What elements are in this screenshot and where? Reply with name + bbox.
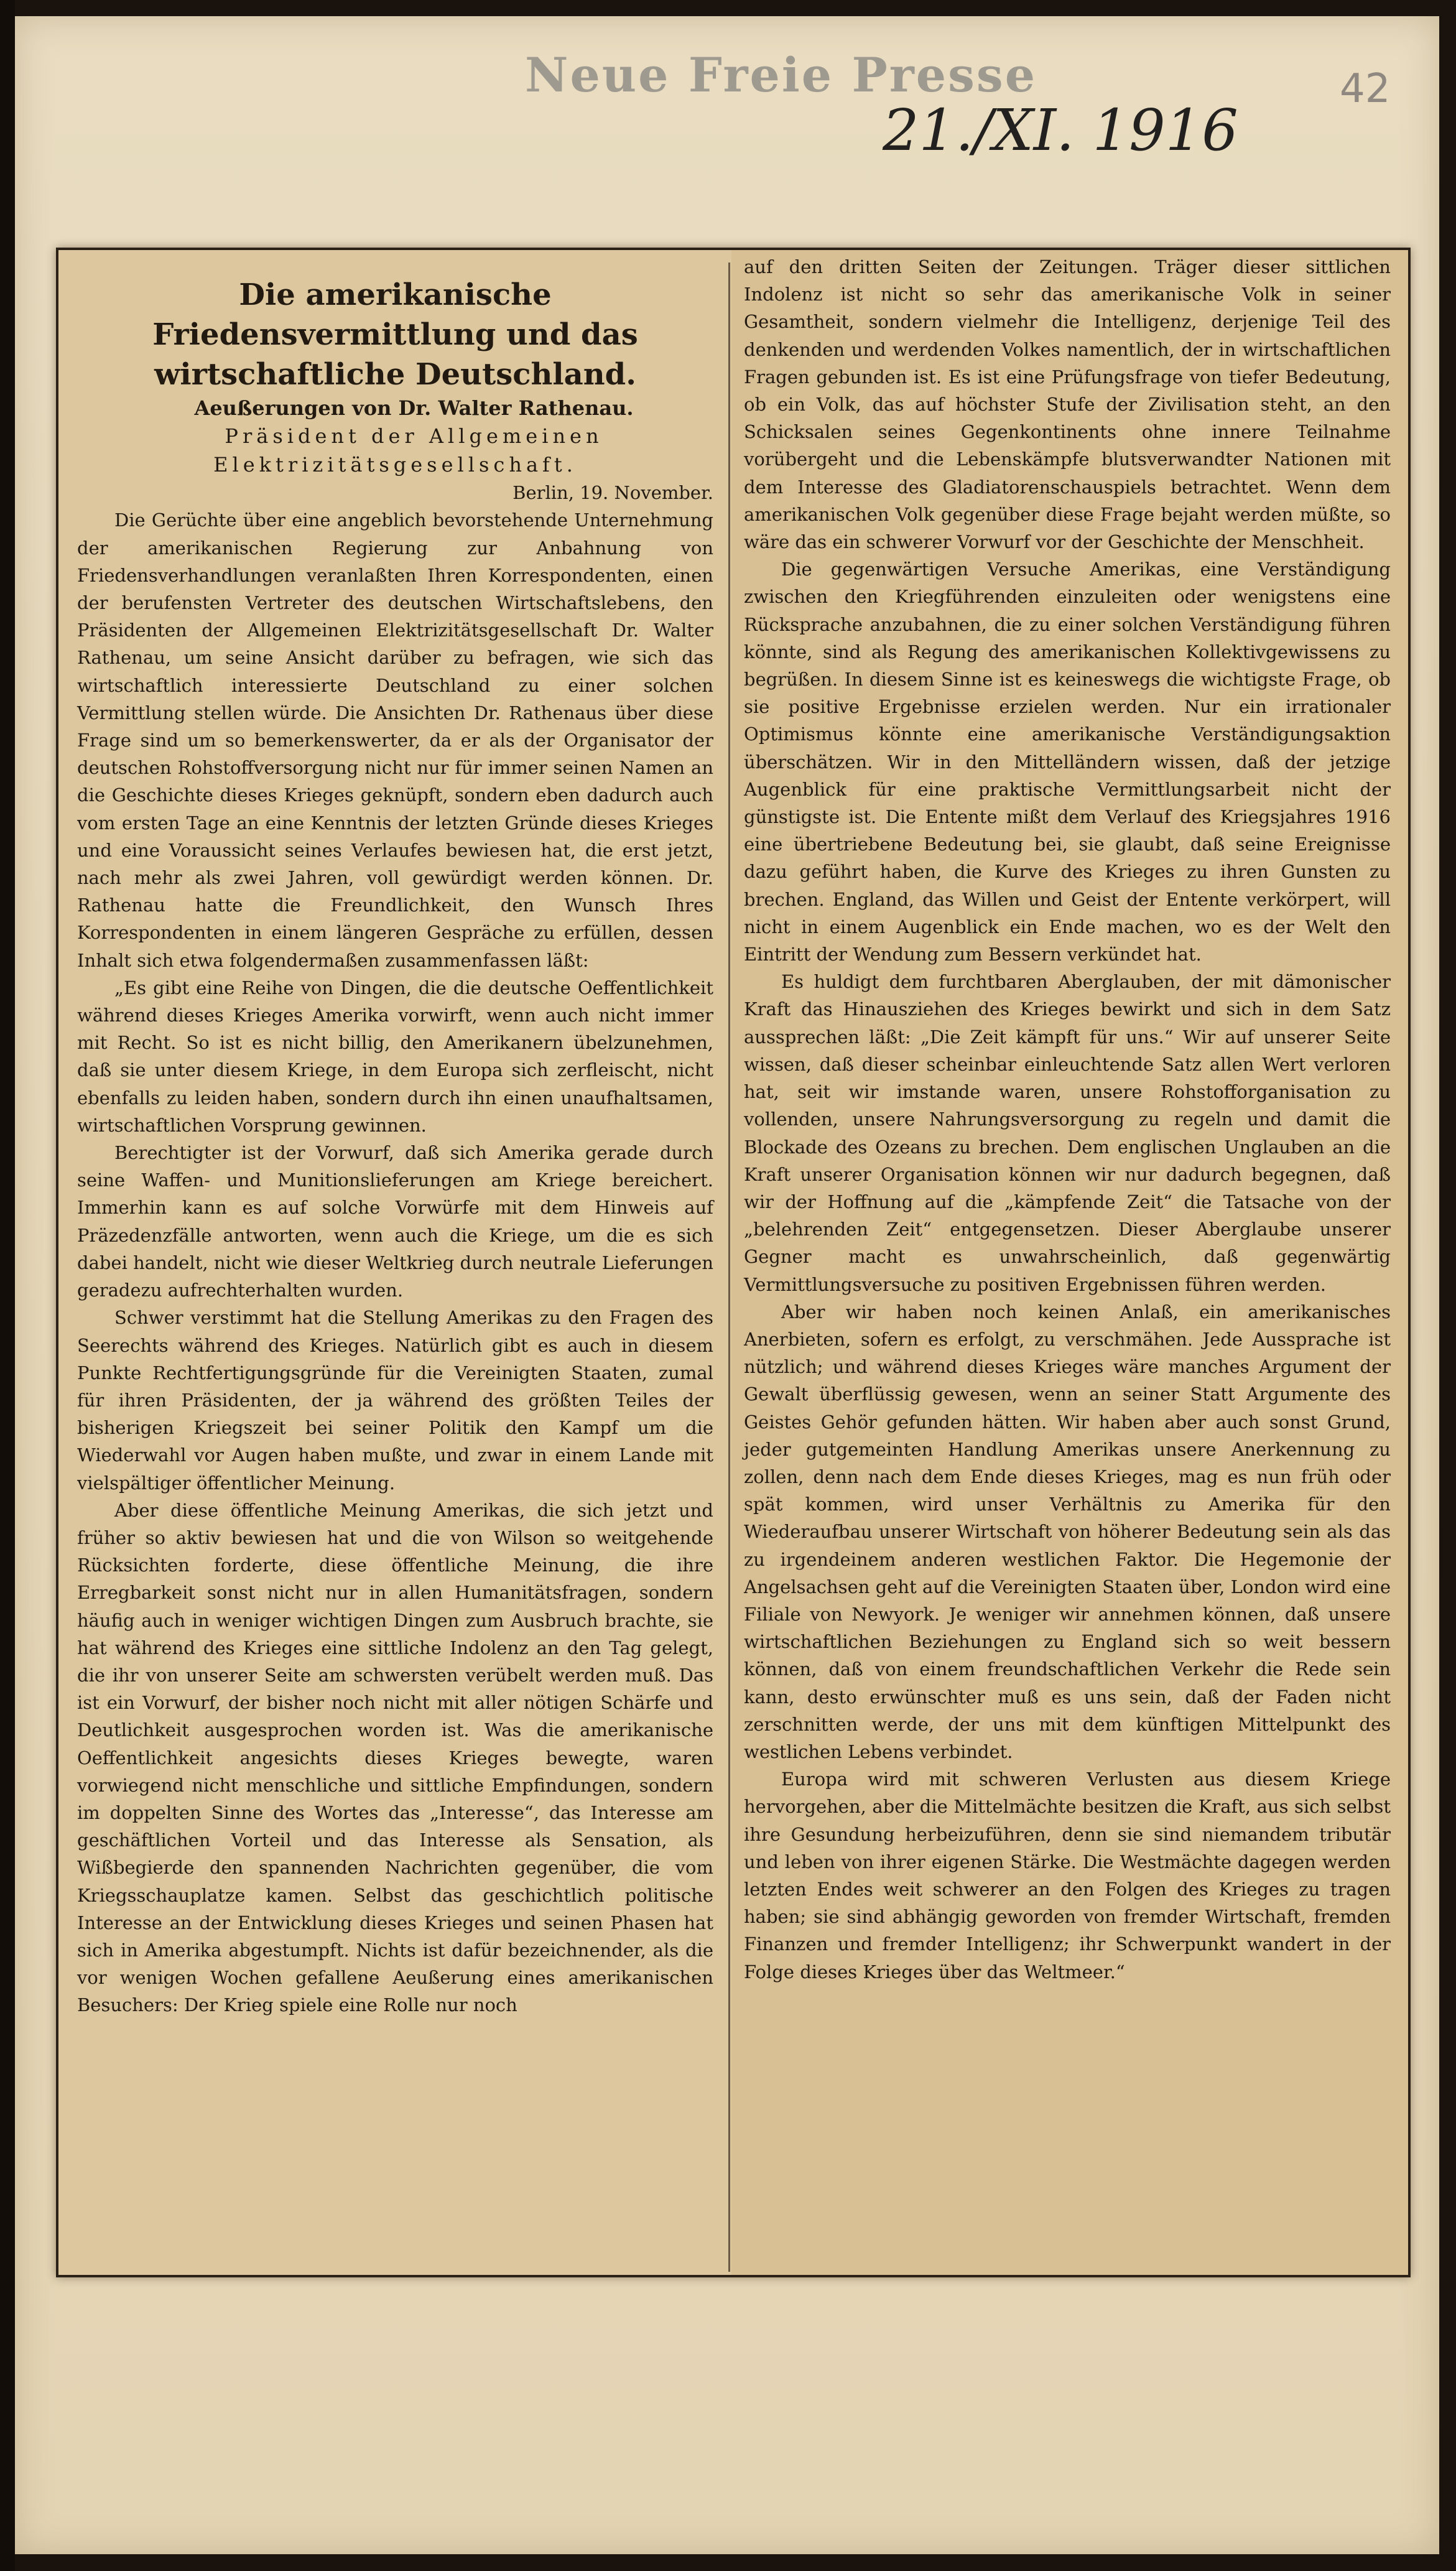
paragraph: Europa wird mit schweren Verlusten aus diesem Kriege hervorgehen, aber die Mittelmächte besitzen die Kraft, aus sich selbst ihre Gesundung herbeizuführen, denn sie sind niemandem tributär und leben von ihrer eigenen Stärke. Die Westmächte dagegen werden letzten Endes weit schwerer an den Folgen des Krieges zu tragen haben; sie sind abhängig geworden von fremder Wirtschaft, fremden Finanzen und fremder Intelligenz; ihr Schwerpunkt wandert in der Folge dieses Krieges über das Weltmeer.“ [744,1769,1391,1983]
dateline: Berlin, 19. November. [512,482,713,504]
scan-border [0,0,15,2571]
paragraph: Berechtigter ist der Vorwurf, daß sich Amerika gerade durch seine Waffen- und Munitionslieferungen am Kriege bereichert. Immerhin kann es auf solche Vorwürfe mit dem Hinweis auf Präzedenzfälle antworten, wenn auch die Kriege, um die es sich dabei handelt, nicht wie dieser Weltkrieg durch neutrale Lieferungen geradezu aufrechterhalten wurden. [77,1142,713,1301]
newspaper-clipping [56,248,1411,2277]
handwritten-date: 21./XI. 1916 [883,97,1238,164]
page-number: 42 [1340,66,1391,112]
paragraph: Es huldigt dem furchtbaren Aberglauben, der mit dämonischer Kraft das Hinausziehen des Krieges bewirkt und sich in dem Satz aussprechen läßt: „Die Zeit kämpft für uns.“ Wir auf unserer Seite wissen, daß dieser scheinbar einleuchtende Satz allen Wert verloren hat, seit wir imstande waren, unsere Rohstofforganisation zu vollenden, unsere Nahrungsversorgung zu regeln und damit die Blockade des Ozeans zu brechen. Dem englischen Unglauben an die Kraft unserer Organisation können wir nur dadurch begegnen, daß wir der Hoffnung auf die „kämpfende Zeit“ die Tatsache von der „belehrenden Zeit“ entgegensetzen. Dieser Aberglaube unserer Gegner macht es unwahrscheinlich, daß gegenwärtig Vermittlungsversuche zu positiven Ergebnissen führen werden. [744,971,1391,1295]
paragraph: Schwer verstimmt hat die Stellung Amerikas zu den Fragen des Seerechts während des Krieges. Natürlich gibt es auch in diesem Punkte Rechtfertigungsgründe für die Vereinigten Staaten, zumal für ihren Präsidenten, der ja während des größten Teiles der bisherigen Kriegszeit bei seiner Politik den Kampf um die Wiederwahl vor Augen haben mußte, und zwar in einem Lande mit vielspältiger öffentlicher Meinung. [77,1307,713,1494]
paragraph: „Es gibt eine Reihe von Dingen, die die deutsche Oeffentlichkeit während dieses Krieges Amerika vorwirft, wenn auch nicht immer mit Recht. So ist es nicht billig, den Amerikanern übelzunehmen, daß sie unter diesem Kriege, in dem Europa sich zerfleischt, nicht ebenfalls zu leiden haben, sondern durch ihn einen unaufhaltsamen, wirtschaftlichen Vorsprung gewinnen. [77,977,713,1136]
article-headline: Die amerikanische Friedensvermittlung und das wirtschaftliche Deutschland. [152,277,638,392]
paragraph: Aber diese öffentliche Meinung Amerikas, die sich jetzt und früher so aktiv bewiesen hat und die von Wilson so weitgehende Rücksichten forderte, diese öffentliche Meinung, die ihre Erregbarkeit sonst nicht nur in allen Humanitätsfragen, sondern häufig auch in weniger wichtigen Dingen zum Ausbruch brachte, sie hat während des Krieges eine sittliche Indolenz an den Tag gelegt, die ihr von unserer Seite am schwersten verübelt werden muß. Das ist ein Vorwurf, der bisher noch nicht mit aller nötigen Schärfe und Deutlichkeit ausgesprochen worden ist. Was die amerikanische Oeffentlichkeit angesichts dieses Krieges bewegte, waren vorwiegend nicht menschliche und sittliche Empfindungen, sondern im doppelten Sinne des Wortes das „Interesse“, das Interesse am geschäftlichen Vorteil und das Interesse als Sensation, als Wißbegierde den spannenden Nachrichten gegenüber, die vom Kriegsschauplatze kamen. Selbst das geschichtlich politische Interesse an der Entwicklung dieses Krieges und seinen Phasen hat sich in Amerika abgestumpft. Nichts ist dafür bezeichnender, als die vor wenigen Wochen gefallene Aeußerung eines amerikanischen Besuchers: Der Krieg spiele eine Rolle nur noch [77,1499,713,2016]
paragraph: auf den dritten Seiten der Zeitungen. Träger dieser sittlichen Indolenz ist nicht so sehr das amerikanische Volk in seiner Gesamtheit, sondern vielmehr die Intelligenz, derjenige Teil des denkenden und werdenden Volkes namentlich, der in wirtschaftlichen Fragen gebunden ist. Es ist eine Prüfungsfrage von tiefer Bedeutung, ob ein Volk, das auf höchster Stufe der Zivilisation steht, an den Schicksalen seines Gegenkontinents ohne innere Teilnahme vorübergeht und die Lebenskämpfe blutsverwandter Nationen mit dem Interesse des Gladiatorenschauspiels betrachtet. Wenn dem amerikanischen Volk gegenüber diese Frage bejaht werden müßte, so wäre das ein schwerer Vorwurf vor der Geschichte der Menschheit. [744,256,1391,553]
article-column-1 [58,250,727,2275]
article-column-2 [730,250,1408,2275]
paragraph: Die gegenwärtigen Versuche Amerikas, eine Verständigung zwischen den Kriegführenden einzuleiten oder wenigstens eine Rücksprache anzubahnen, die zu einer solchen Verständigung führen könnte, sind als Regung des amerikanischen Kollektivgewissens zu begrüßen. In diesem Sinne ist es keineswegs die wichtigste Frage, ob sie positive Ergebnisse erzielen werden. Nur ein irrationaler Optimismus könnte eine amerikanische Verständigungsaktion überschätzen. Wir in den Mittelländern wissen, daß der jetzige Augenblick für eine praktische Vermittlungsarbeit nicht der günstigste ist. Die Entente mißt dem Verlauf des Kriegsjahres 1916 eine übertriebene Bedeutung bei, sie glaubt, daß seine Ereignisse dazu geführt haben, die Kurve des Krieges zu ihren Gunsten zu brechen. England, das Willen und Geist der Entente verkörpert, will nicht in einem Augenblick ein Ende machen, wo es der Welt den Eintritt der Wendung zum Bessern verkündet hat. [744,559,1391,965]
paragraph: Die Gerüchte über eine angeblich bevorstehende Unternehmung der amerikanischen Regierung zur Anbahnung von Friedensverhandlungen veranlaßten Ihren Korrespondenten, einen der berufensten Vertreter des deutschen Wirtschaftslebens, den Präsidenten der Allgemeinen Elektrizitätsgesellschaft Dr. Walter Rathenau, um seine Ansicht darüber zu befragen, wie sich das wirtschaftlich interessierte Deutschland zu einer solchen Vermittlung stellen würde. Die Ansichten Dr. Rathenaus über diese Frage sind um so bemerkenswerter, da er als der Organisator der deutschen Rohstoffversorgung nicht nur für immer seinen Namen an die Geschichte dieses Krieges geknüpft, sondern eben dadurch auch vom ersten Tage an eine Kenntnis der letzten Gründe dieses Krieges und eine Voraussicht seines Verlaufes bewiesen hat, die erst jetzt, nach mehr als zwei Jahren, voll gewürdigt werden können. Dr. Rathenau hatte die Freundlichkeit, den Wunsch Ihres Korrespondenten in einem längeren Gespräche zu erfüllen, dessen Inhalt sich etwa folgendermaßen zusammenfassen läßt: [77,509,713,971]
newspaper-stamp: Neue Freie Presse [525,47,1037,103]
article-subhead: Aeußerungen von Dr. Walter Rathenau. [194,396,634,420]
paragraph: Aber wir haben noch keinen Anlaß, ein amerikanisches Anerbieten, sofern es erfolgt, zu verschmähen. Jede Aussprache ist nützlich; und während dieses Krieges wäre manches Argument der Gewalt überflüssig gewesen, wenn an seiner Statt Argumente des Geistes Gehör gefunden hätten. Wir haben aber auch sonst Grund, jeder gutgemeinten Handlung Amerikas unsere Anerkennung zu zollen, denn nach dem Ende dieses Krieges, mag es nun früh oder spät kommen, wird unser Verhältnis zu Amerika für den Wiederaufbau unserer Wirtschaft von höherer Bedeutung sein als das zu irgendeinem anderen westlichen Faktor. Die Hegemonie der Angelsachsen geht auf die Vereinigten Staaten über, London wird eine Filiale von Newyork. Je weniger wir annehmen können, daß unsere wirtschaftlichen Beziehungen zu England sich so weit bessern können, daß von einem freundschaftlichen Verkehr die Rede sein kann, desto erwünschter muß es uns sein, daß der Faden nicht zerschnitten werde, der uns mit dem künftigen Mittelpunkt des westlichen Lebens verbindet. [744,1301,1391,1762]
author-title: Präsident der Allgemeinen Elektrizitätsgesellschaft. [213,424,603,477]
